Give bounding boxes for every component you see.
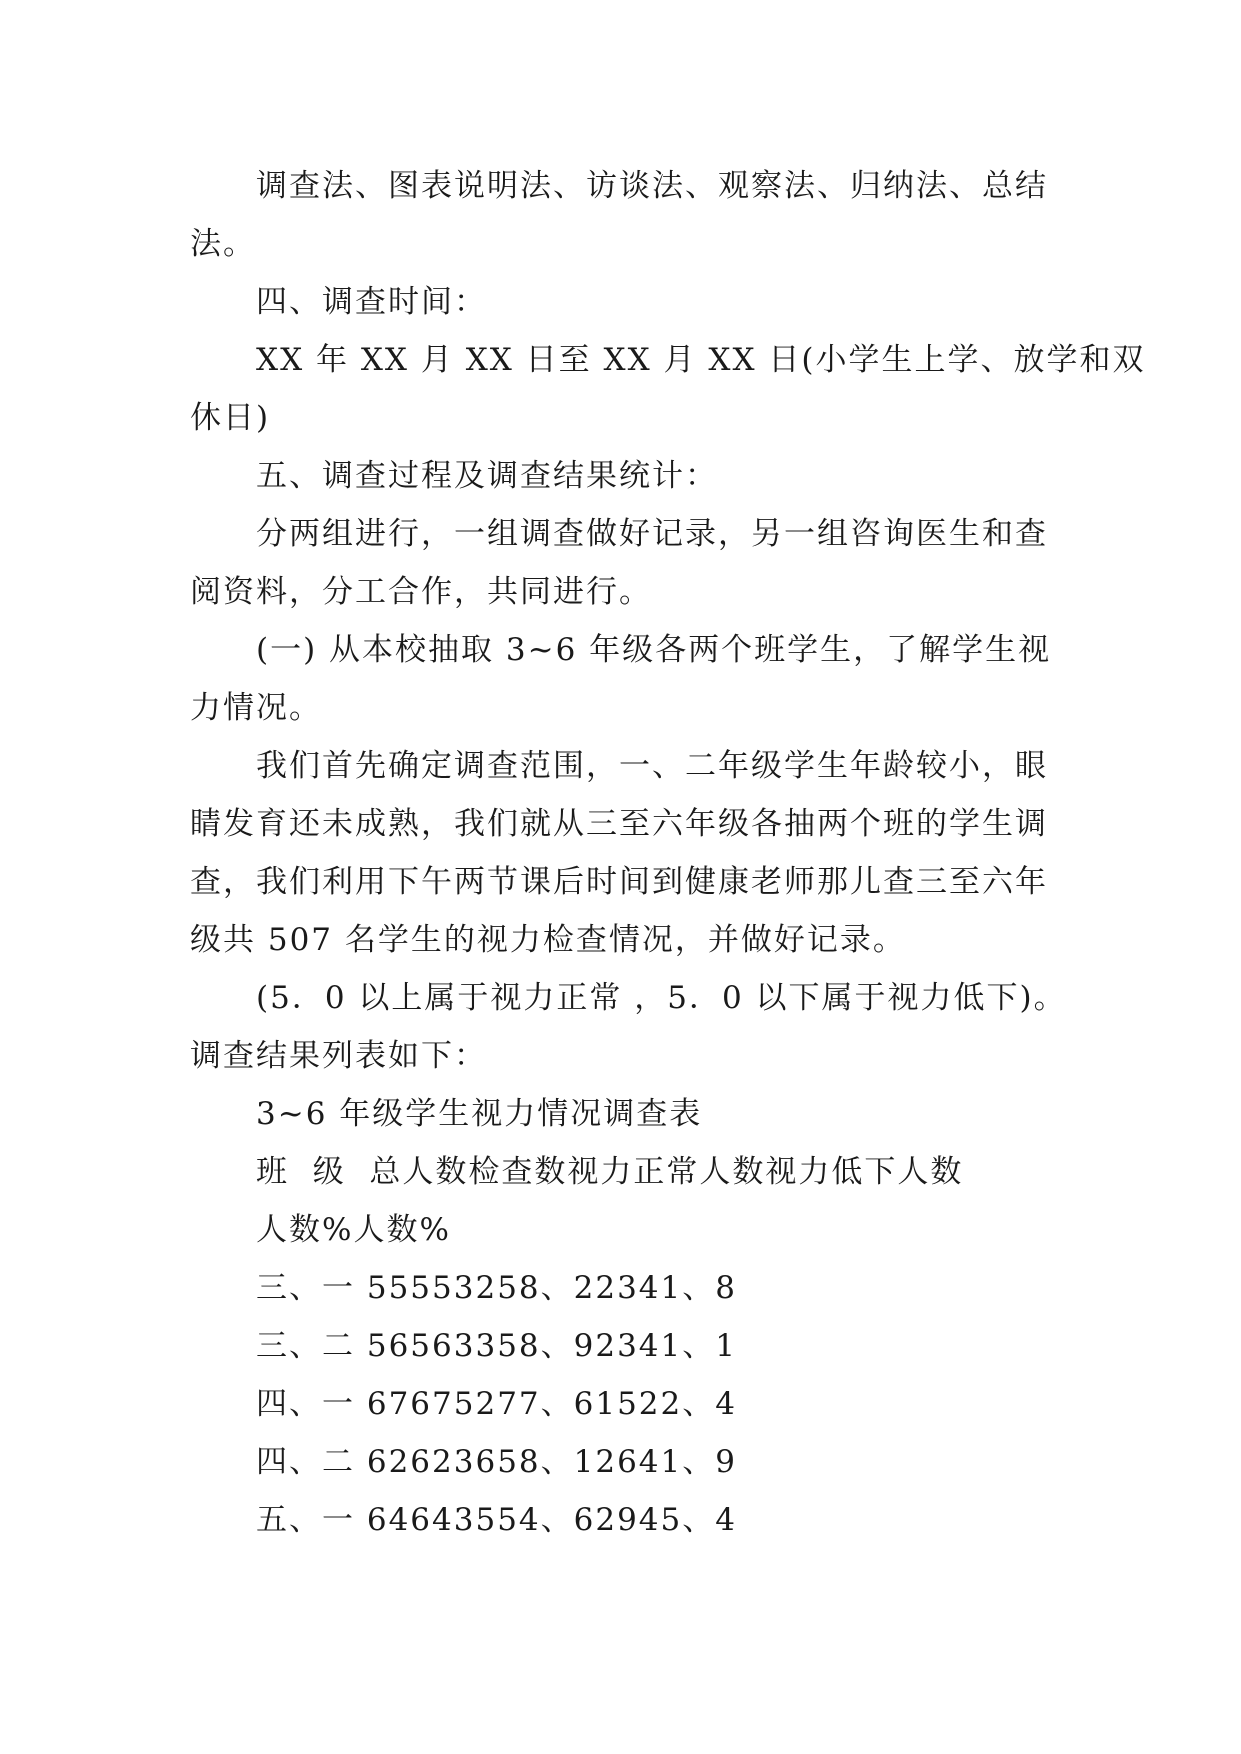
text-line-groups-end: 阅资料，分工合作，共同进行。 (190, 574, 652, 610)
text-line-time-range: XX 年 XX 月 XX 日至 XX 月 XX 日(小学生上学、放学和双 (256, 342, 1146, 378)
table-title: 3~6 年级学生视力情况调查表 (256, 1096, 703, 1132)
subsection-heading-sample-end: 力情况。 (190, 690, 322, 726)
table-row: 五、一 64643554、62945、4 (256, 1502, 737, 1538)
text-line-method-list-end: 法。 (190, 226, 256, 262)
text-line-method-list: 调查法、图表说明法、访谈法、观察法、归纳法、总结 (256, 168, 1048, 204)
table-row: 三、二 56563358、92341、1 (256, 1328, 737, 1364)
table-row: 三、一 55553258、22341、8 (256, 1270, 737, 1306)
table-header-row: 班 级 总人数检查数视力正常人数视力低下人数 (256, 1154, 964, 1190)
section-heading-process: 五、调查过程及调查结果统计： (256, 458, 718, 494)
text-line-scope: 我们首先确定调查范围，一、二年级学生年龄较小，眼 (256, 748, 1048, 784)
subsection-heading-sample: (一) 从本校抽取 3~6 年级各两个班学生，了解学生视 (256, 632, 1052, 668)
text-line-groups: 分两组进行，一组调查做好记录，另一组咨询医生和查 (256, 516, 1048, 552)
text-line-scope-2: 睛发育还未成熟，我们就从三至六年级各抽两个班的学生调 (190, 806, 1048, 842)
text-line-scope-4: 级共 507 名学生的视力检查情况，并做好记录。 (190, 922, 906, 958)
text-line-time-range-end: 休日) (190, 400, 271, 436)
table-subheader-row: 人数%人数% (256, 1212, 451, 1248)
text-line-results-intro: 调查结果列表如下： (190, 1038, 487, 1074)
text-line-criteria: (5．0 以上属于视力正常 ，5．0 以下属于视力低下)。 (256, 980, 1067, 1016)
section-heading-time: 四、调查时间： (256, 284, 487, 320)
text-line-scope-3: 查，我们利用下午两节课后时间到健康老师那儿查三至六年 (190, 864, 1048, 900)
table-row: 四、一 67675277、61522、4 (256, 1386, 737, 1422)
table-row: 四、二 62623658、12641、9 (256, 1444, 737, 1480)
